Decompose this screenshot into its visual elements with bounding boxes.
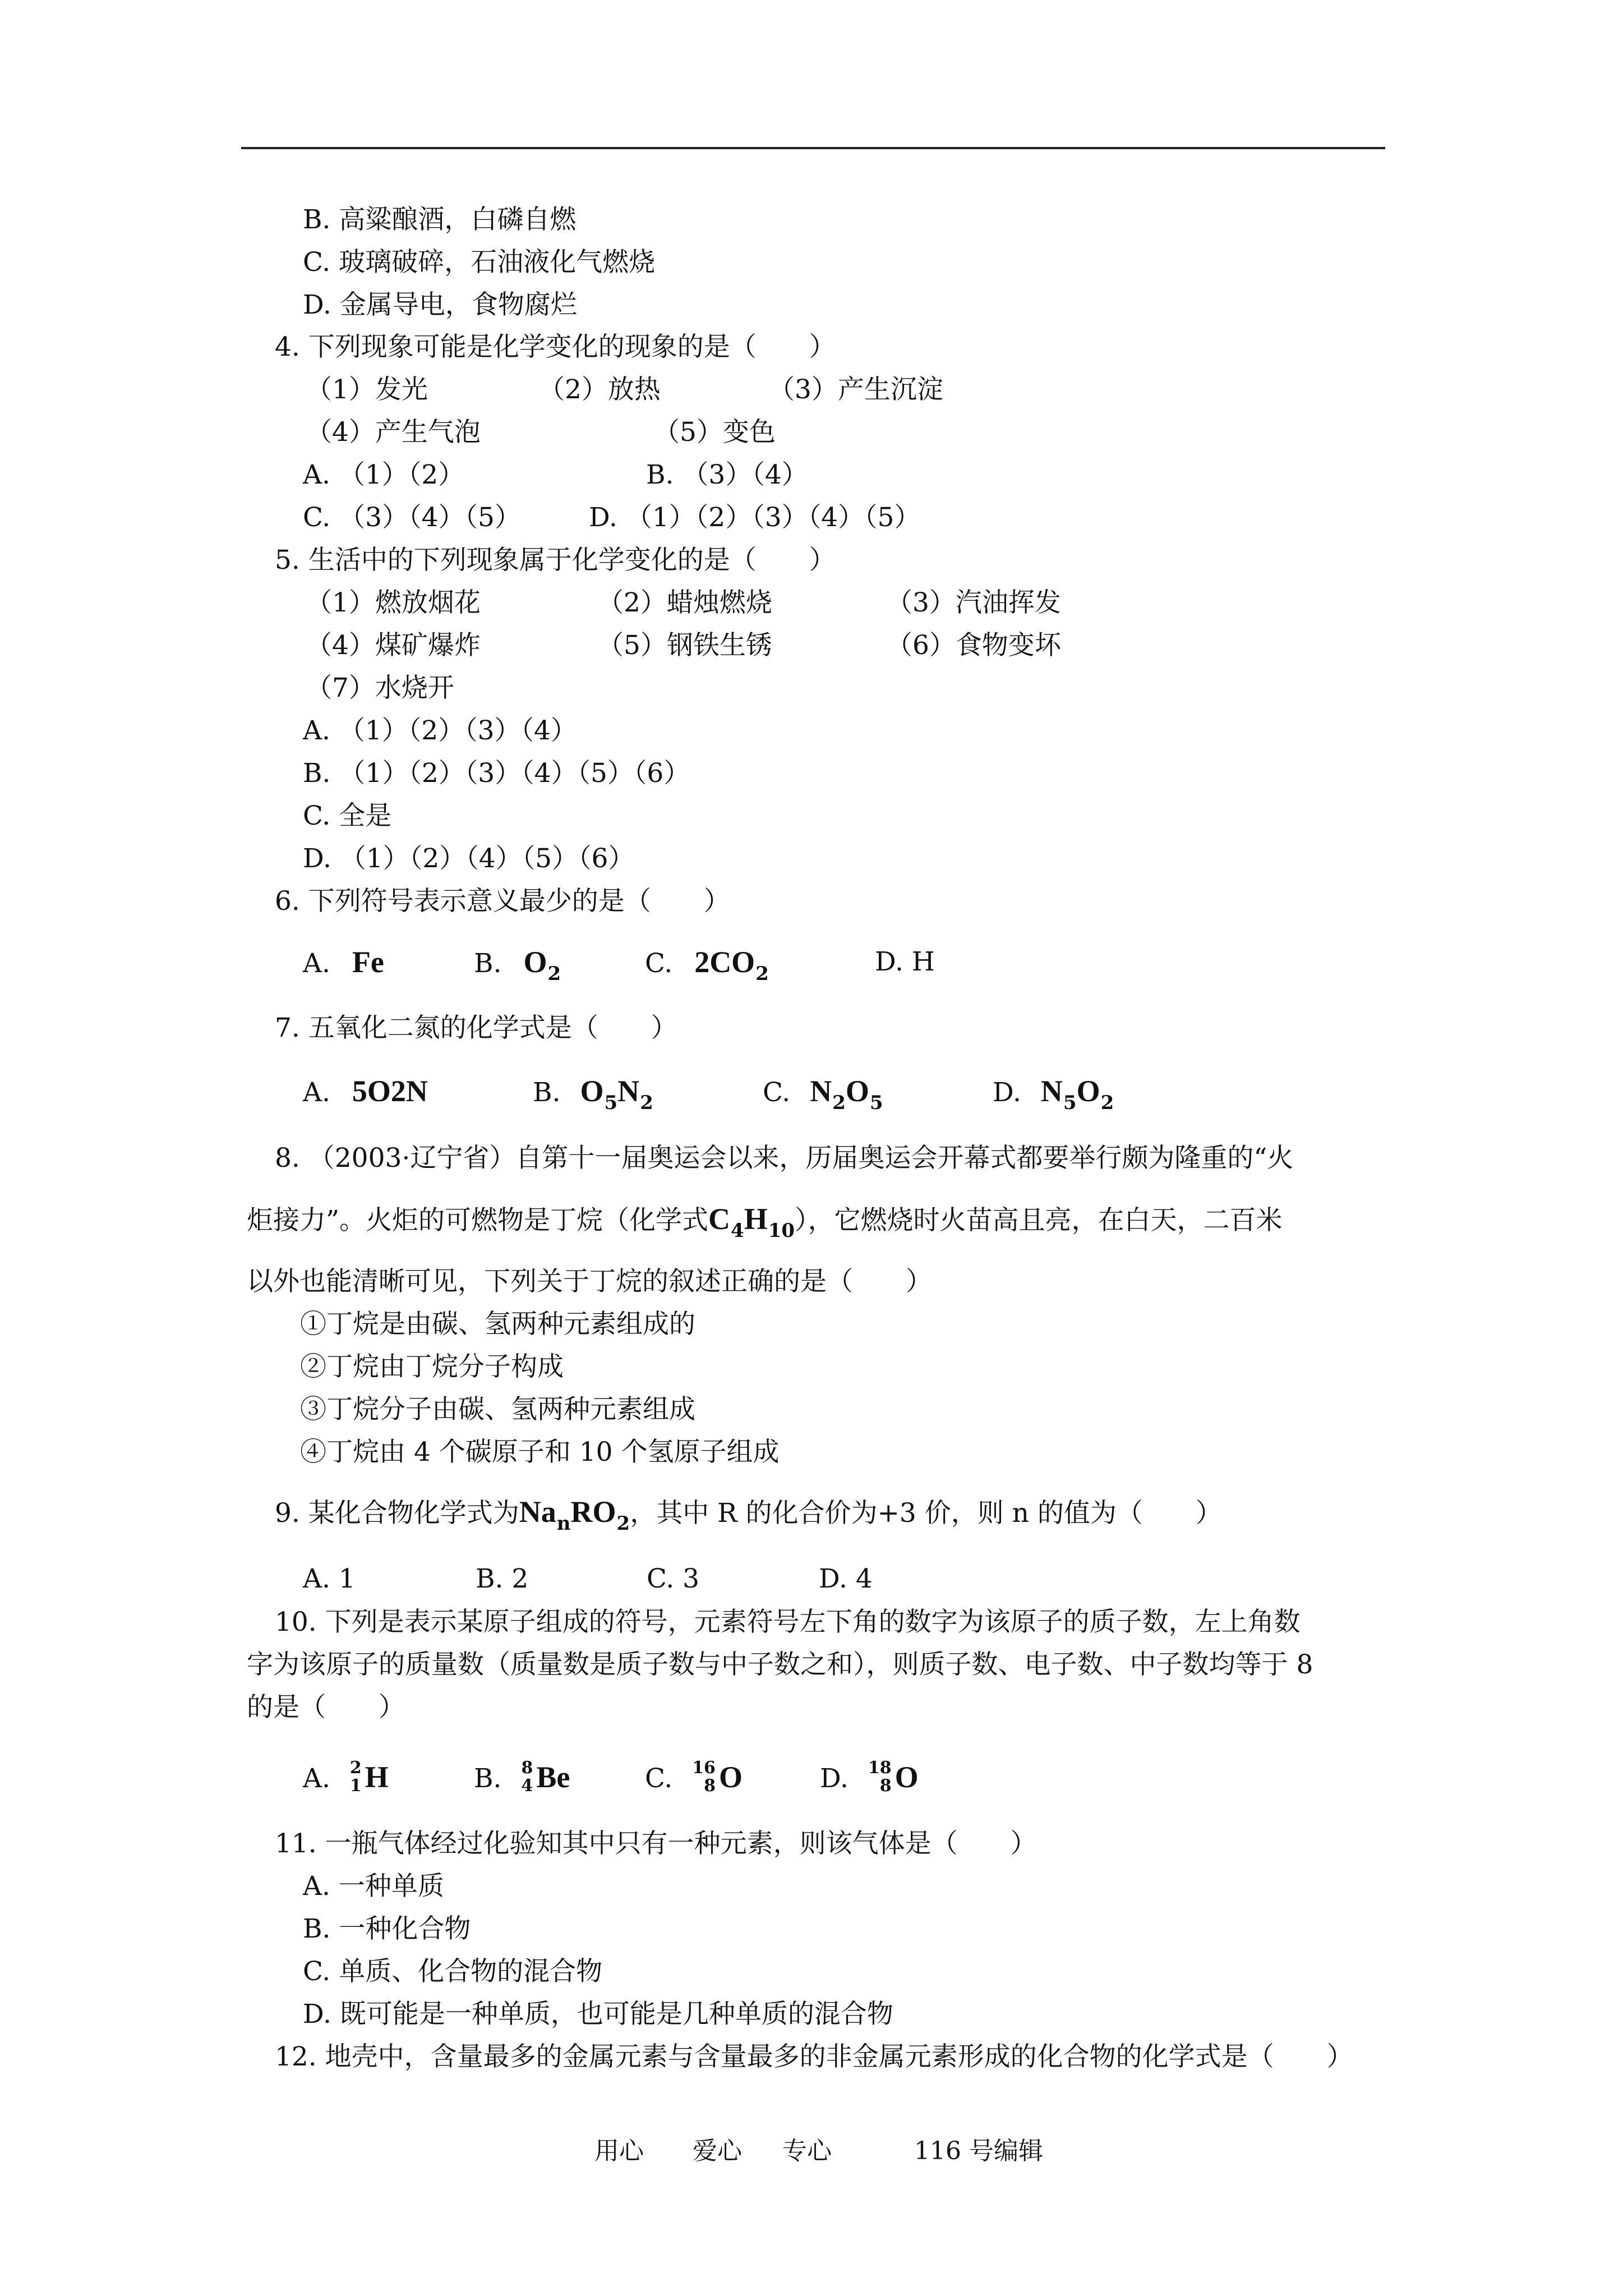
q10-line-3: 的是（ ） [247,1692,405,1723]
q5-option-c: C. 全是 [303,800,392,831]
q5-stem: 5. 生活中的下列现象属于化学变化的是（ ） [275,545,836,576]
q9-stem-pre: 9. 某化合物化学式为 [275,1498,519,1529]
option-label: D. [993,1077,1021,1108]
formula-subscript: 5 [1063,1092,1077,1114]
element-symbol: Be [536,1760,570,1794]
atomic-number: 8 [879,1776,892,1796]
q4-option-a: A. （1）（2） [303,459,465,490]
formula-subscript: n [556,1512,571,1535]
atomic-number: 4 [521,1776,533,1796]
formula-element: O [580,1074,604,1108]
formula-element: N [810,1074,832,1108]
formula-element: O [523,945,547,979]
q8-line-2 [247,1202,1283,1240]
header-rule [241,147,1385,149]
q10-option-a [303,1760,389,1798]
q11-option-a: A. 一种单质 [303,1871,444,1902]
q4-option-d: D. （1）（2）（3）（4）（5） [589,502,921,533]
isotope-numbers [350,1759,362,1795]
atomic-number: 1 [349,1776,362,1796]
q4-option-b: B. （3）（4） [646,459,808,490]
q8-statement-1: ①丁烷是由碳、氢两种元素组成的 [300,1309,695,1340]
formula-subscript: 5 [604,1092,618,1114]
formula-subscript: 2 [832,1092,846,1114]
q5-item-5: （5）钢铁生锈 [597,630,772,661]
formula-element: RO [570,1495,616,1529]
option-label: C. [645,948,673,979]
option-label: A. [303,1077,330,1108]
q7-option-a [303,1074,428,1110]
formula: 5O2N [352,1074,428,1108]
formula-element: O [1076,1074,1100,1108]
footer-text-1: 用心 [594,2137,644,2165]
formula-subscript: 2 [1100,1092,1114,1114]
q5-item-1: （1）燃放烟花 [306,587,481,618]
q10-option-d [820,1760,919,1798]
q4-item-1: （1）发光 [306,374,428,405]
q5-item-4: （4）煤矿爆炸 [306,630,481,661]
q10-line-1: 10. 下列是表示某原子组成的符号，元素符号左下角的数字为该原子的质子数，左上角数 [275,1607,1301,1637]
q5-option-a: A. （1）（2）（3）（4） [303,715,577,746]
q4-option-c: C. （3）（4）（5） [303,502,521,533]
q6-stem: 6. 下列符号表示意义最少的是（ ） [275,886,730,917]
q9-option-c: C. 3 [647,1563,700,1594]
formula-element: C [708,1202,731,1236]
q6-option-d: D. H [875,946,935,977]
q3-option-c: C. 玻璃破碎，石油液化气燃烧 [303,247,656,278]
q4-item-3: （3）产生沉淀 [768,374,943,405]
q8-line-3: 以外也能清晰可见，下列关于丁烷的叙述正确的是（ ） [247,1266,932,1297]
q8-statement-4: ④丁烷由 4 个碳原子和 10 个氢原子组成 [300,1437,780,1467]
q7-option-b [533,1074,653,1112]
q3-option-b: B. 高粱酿酒，白磷自燃 [303,204,577,235]
q3-option-d: D. 金属导电，食物腐烂 [303,289,577,320]
formula-subscript: 5 [869,1092,883,1114]
q9-stem [275,1495,1222,1533]
option-label: A. [303,1763,330,1794]
formula: Fe [352,945,384,979]
q11-stem: 11. 一瓶气体经过化验知其中只有一种元素，则该气体是（ ） [275,1828,1037,1859]
option-label: C. [645,1763,673,1794]
q4-item-2: （2）放热 [538,374,661,405]
option-label: A. [303,948,330,979]
mass-number: 2 [349,1758,362,1778]
isotope-numbers [521,1759,533,1795]
q9-stem-post: ，其中 R 的化合价为+3 价，则 n 的值为（ ） [630,1498,1222,1529]
q4-stem: 4. 下列现象可能是化学变化的现象的是（ ） [275,332,836,362]
q4-item-5: （5）变色 [653,417,776,448]
q5-item-6: （6）食物变坏 [886,630,1061,661]
q5-option-d: D. （1）（2）（4）（5）（6） [303,843,635,874]
q9-option-d: D. 4 [819,1563,873,1594]
formula-subscript: 2 [755,963,769,985]
formula-element: 2CO [694,945,755,979]
option-label: D. [820,1763,849,1794]
q5-item-7: （7）水烧开 [306,673,454,703]
formula-element: O [845,1074,869,1108]
q11-option-d: D. 既可能是一种单质，也可能是几种单质的混合物 [303,1999,893,2030]
element-symbol: H [365,1760,389,1794]
footer-text-2: 爱心 [693,2137,742,2165]
formula-subscript: 2 [616,1512,630,1535]
q12-stem: 12. 地壳中，含量最多的金属元素与含量最多的非金属元素形成的化合物的化学式是（ ） [275,2041,1353,2072]
q8-line-1: 8. （2003·辽宁省）自第十一届奥运会以来，历届奥运会开幕式都要举行颇为隆重的“火 [275,1143,1294,1174]
q10-option-b [474,1760,570,1798]
q4-item-4: （4）产生气泡 [306,417,481,448]
option-label: B. [474,1763,502,1794]
q7-option-c [763,1074,883,1112]
q6-option-a [303,945,384,981]
mass-number: 18 [868,1758,892,1778]
formula-subscript: 2 [640,1092,653,1114]
q8-line-2-post: ），它燃烧时火苗高且亮，在白天，二百米 [795,1205,1283,1236]
q8-statement-3: ③丁烷分子由碳、氢两种元素组成 [300,1394,695,1425]
mass-number: 16 [692,1758,716,1778]
q8-statement-2: ②丁烷由丁烷分子构成 [300,1351,564,1382]
formula-element: N [1040,1074,1063,1108]
q6-option-c [645,945,769,983]
mass-number: 8 [521,1758,533,1778]
element-symbol: O [895,1760,919,1794]
formula-subscript: 4 [731,1220,744,1242]
q7-stem: 7. 五氧化二氮的化学式是（ ） [275,1013,677,1043]
footer-editor: 116 号编辑 [914,2137,1043,2165]
formula-element: Na [519,1495,556,1529]
q9-option-a: A. 1 [303,1563,356,1594]
formula-element: N [617,1074,640,1108]
formula-subscript: 2 [547,963,561,985]
q5-item-2: （2）蜡烛燃烧 [597,587,772,618]
q5-option-b: B. （1）（2）（3）（4）（5）（6） [303,758,690,789]
element-symbol: O [718,1760,743,1794]
formula-subscript: 10 [768,1220,795,1242]
q10-line-2: 字为该原子的质量数（质量数是质子数与中子数之和），则质子数、电子数、中子数均等于 8 [247,1649,1313,1680]
atomic-number: 8 [704,1776,716,1796]
q6-option-b [474,945,561,983]
q8-line-2-pre: 炬接力”。火炬的可燃物是丁烷（化学式 [247,1205,709,1236]
footer-text-3: 专心 [782,2137,832,2165]
q5-item-3: （3）汽油挥发 [886,587,1061,618]
option-label: B. [533,1077,561,1108]
q11-option-c: C. 单质、化合物的混合物 [303,1956,603,1987]
q10-option-c [645,1760,743,1798]
option-label: B. [474,948,502,979]
option-label: C. [763,1077,791,1108]
formula-element: H [744,1202,768,1236]
q11-option-b: B. 一种化合物 [303,1913,471,1944]
isotope-numbers [868,1759,892,1795]
q9-option-b: B. 2 [476,1563,529,1594]
q7-option-d [993,1074,1114,1112]
isotope-numbers [692,1759,716,1795]
